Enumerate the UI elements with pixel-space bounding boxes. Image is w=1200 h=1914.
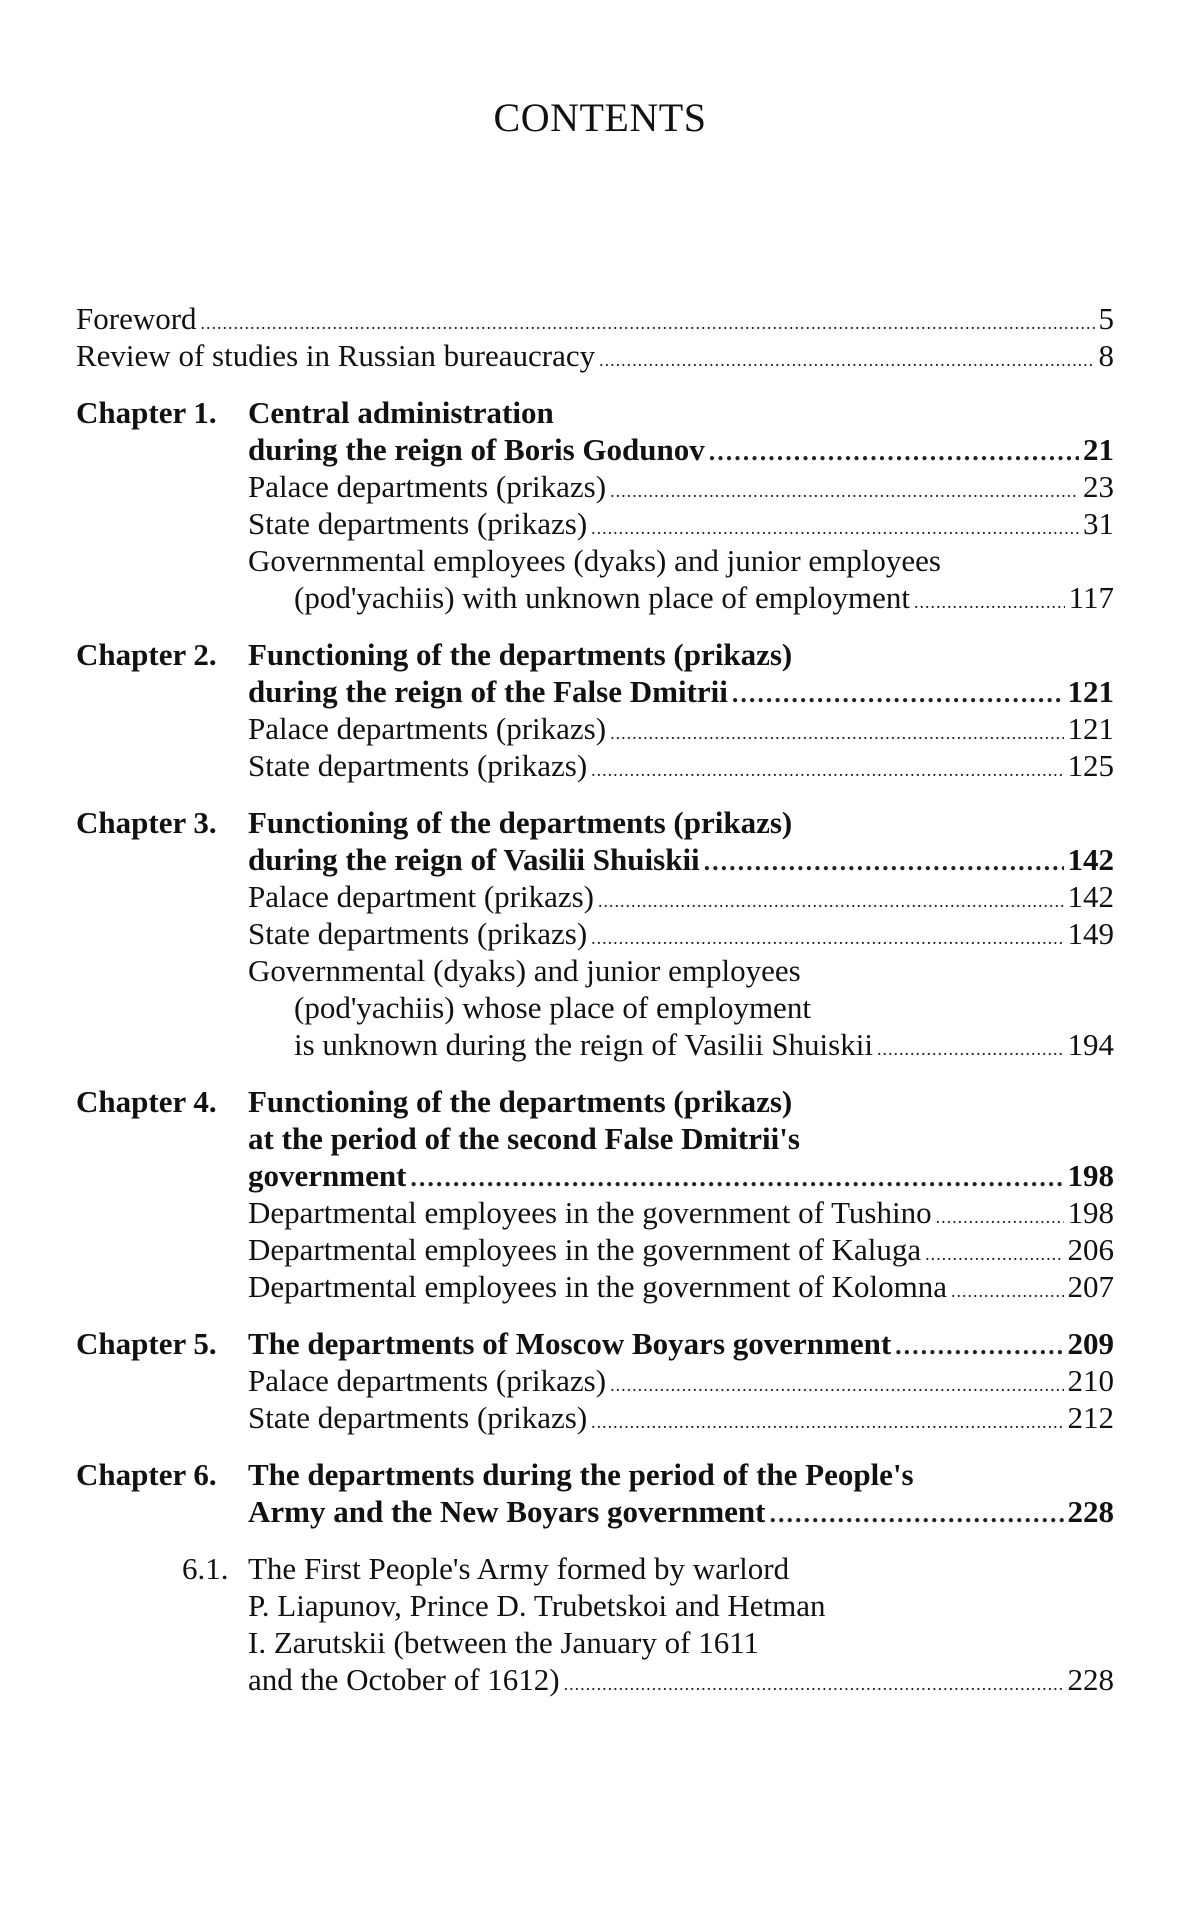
sub-entry[interactable] — [248, 1194, 1114, 1231]
sub-entry[interactable] — [248, 747, 1114, 784]
page-number: 5 — [1098, 301, 1114, 336]
chapter-title-line[interactable]: Functioning of the departments (prikazs) — [248, 637, 793, 672]
entry-text: Palace department (prikazs) — [248, 879, 594, 914]
page-number: 228 — [1067, 1662, 1114, 1697]
sub-entry[interactable] — [248, 1399, 1114, 1436]
page-number: 209 — [1067, 1326, 1114, 1361]
entry-text: Palace departments (prikazs) — [248, 469, 607, 504]
entry-text: State departments (prikazs) — [248, 916, 588, 951]
section-entry[interactable] — [248, 1661, 1114, 1698]
entry-text: Palace departments (prikazs) — [248, 1363, 607, 1398]
entry-text: Palace departments (prikazs) — [248, 711, 607, 746]
sub-entry[interactable] — [248, 468, 1114, 505]
page-number: 125 — [1067, 748, 1114, 783]
dot-leader — [914, 584, 1065, 621]
sub-entry[interactable] — [248, 1231, 1114, 1268]
chapter-label: Chapter 2. — [76, 637, 217, 672]
sub-entry[interactable] — [248, 915, 1114, 952]
sub-entry[interactable] — [248, 579, 1114, 616]
page-number: 149 — [1067, 916, 1114, 951]
sub-entry[interactable] — [248, 878, 1114, 915]
chapter-title-line[interactable]: Functioning of the departments (prikazs) — [248, 805, 793, 840]
dot-leader — [951, 1273, 1063, 1310]
entry-text: Army and the New Boyars government — [248, 1494, 766, 1529]
section-line[interactable]: I. Zarutskii (between the January of 1611 — [248, 1625, 760, 1660]
dot-leader — [877, 1031, 1064, 1068]
sub-entry-line[interactable]: (pod'yachiis) whose place of employment — [294, 990, 811, 1025]
page-number: 228 — [1067, 1494, 1114, 1529]
dot-leader — [895, 1327, 1063, 1364]
page-number: 8 — [1098, 338, 1114, 373]
chapter-title-entry[interactable] — [248, 1325, 1114, 1362]
chapter-title-line[interactable]: Central administration — [248, 395, 554, 430]
chapter-title-entry[interactable] — [248, 1493, 1114, 1530]
dot-leader — [598, 883, 1064, 920]
chapter-3 — [76, 804, 1114, 1063]
chapter-label: Chapter 4. — [76, 1084, 217, 1119]
entry-text: The departments of Moscow Boyars government — [248, 1326, 892, 1361]
entry-text: during the reign of Boris Godunov — [248, 432, 705, 467]
table-of-contents — [76, 300, 1114, 1698]
page-number: 23 — [1083, 469, 1114, 504]
page-number: 198 — [1067, 1158, 1114, 1193]
dot-leader — [591, 1404, 1063, 1441]
sub-entry[interactable] — [248, 1026, 1114, 1063]
chapter-title-entry[interactable] — [248, 841, 1114, 878]
section-label: 6.1. — [182, 1551, 229, 1586]
chapter-label: Chapter 1. — [76, 395, 217, 430]
entry-text: Departmental employees in the government of Tushino — [248, 1195, 932, 1230]
page-number: 121 — [1067, 711, 1114, 746]
page-number: 210 — [1067, 1363, 1114, 1398]
chapter-title-line[interactable]: at the period of the second False Dmitrii's — [248, 1121, 800, 1156]
dot-leader — [410, 1159, 1063, 1196]
entry-text: during the reign of Vasilii Shuiskii — [248, 842, 700, 877]
dot-leader — [610, 1367, 1063, 1404]
sub-entry[interactable] — [248, 1362, 1114, 1399]
dot-leader — [732, 675, 1064, 712]
page-number: 206 — [1067, 1232, 1114, 1267]
entry-text: State departments (prikazs) — [248, 506, 588, 541]
sub-entry-line[interactable]: Governmental (dyaks) and junior employees — [248, 953, 801, 988]
toc-entry-review[interactable] — [76, 337, 1114, 374]
dot-leader — [591, 752, 1063, 789]
sub-entry[interactable] — [248, 505, 1114, 542]
page-number: 21 — [1083, 432, 1114, 467]
chapter-label: Chapter 6. — [76, 1457, 217, 1492]
chapter-6 — [76, 1456, 1114, 1530]
entry-text: and the October of 1612) — [248, 1662, 560, 1697]
chapter-title-entry[interactable] — [248, 431, 1114, 468]
dot-leader — [769, 1495, 1063, 1532]
entry-text: Review of studies in Russian bureaucracy — [76, 338, 596, 373]
section-line[interactable]: P. Liapunov, Prince D. Trubetskoi and Hetman — [248, 1588, 826, 1623]
page-number: 117 — [1068, 580, 1114, 615]
chapter-4 — [76, 1083, 1114, 1305]
chapter-5 — [76, 1325, 1114, 1436]
page-number: 198 — [1067, 1195, 1114, 1230]
chapter-label: Chapter 3. — [76, 805, 217, 840]
entry-text: Foreword — [76, 301, 197, 336]
chapter-label: Chapter 5. — [76, 1326, 217, 1361]
chapter-title-line[interactable]: The departments during the period of the People's — [248, 1457, 914, 1492]
entry-text: State departments (prikazs) — [248, 1400, 588, 1435]
chapter-title-entry[interactable] — [248, 1157, 1114, 1194]
page-number: 121 — [1067, 674, 1114, 709]
entry-text: State departments (prikazs) — [248, 748, 588, 783]
dot-leader — [936, 1199, 1064, 1236]
sub-entry[interactable] — [248, 1268, 1114, 1305]
dot-leader — [610, 473, 1079, 510]
entry-text: during the reign of the False Dmitrii — [248, 674, 728, 709]
page-number: 207 — [1067, 1269, 1114, 1304]
dot-leader — [610, 715, 1063, 752]
section-6-1 — [76, 1550, 1114, 1698]
page-title: CONTENTS — [493, 95, 707, 140]
entry-text: Departmental employees in the government of Kolomna — [248, 1269, 948, 1304]
sub-entry[interactable] — [248, 710, 1114, 747]
chapter-1 — [76, 394, 1114, 616]
section-line[interactable]: The First People's Army formed by warlord — [248, 1551, 790, 1586]
chapter-2 — [76, 636, 1114, 784]
page-number: 31 — [1083, 506, 1114, 541]
sub-entry-line[interactable]: Governmental employees (dyaks) and junior employees — [248, 543, 941, 578]
page-number: 142 — [1067, 842, 1114, 877]
dot-leader — [709, 433, 1079, 470]
page-number: 212 — [1067, 1400, 1114, 1435]
entry-text: Departmental employees in the government of Kaluga — [248, 1232, 922, 1267]
entry-text: is unknown during the reign of Vasilii Shuiskii — [294, 1027, 873, 1062]
entry-text: (pod'yachiis) with unknown place of employment — [294, 580, 910, 615]
chapter-title-line[interactable]: Functioning of the departments (prikazs) — [248, 1084, 793, 1119]
dot-leader — [704, 843, 1064, 880]
page-number: 194 — [1067, 1027, 1114, 1062]
chapter-title-entry[interactable] — [248, 673, 1114, 710]
dot-leader — [599, 342, 1094, 379]
dot-leader — [564, 1666, 1064, 1703]
toc-entry-foreword[interactable] — [76, 300, 1114, 337]
page-number: 142 — [1067, 879, 1114, 914]
entry-text: government — [248, 1158, 407, 1193]
